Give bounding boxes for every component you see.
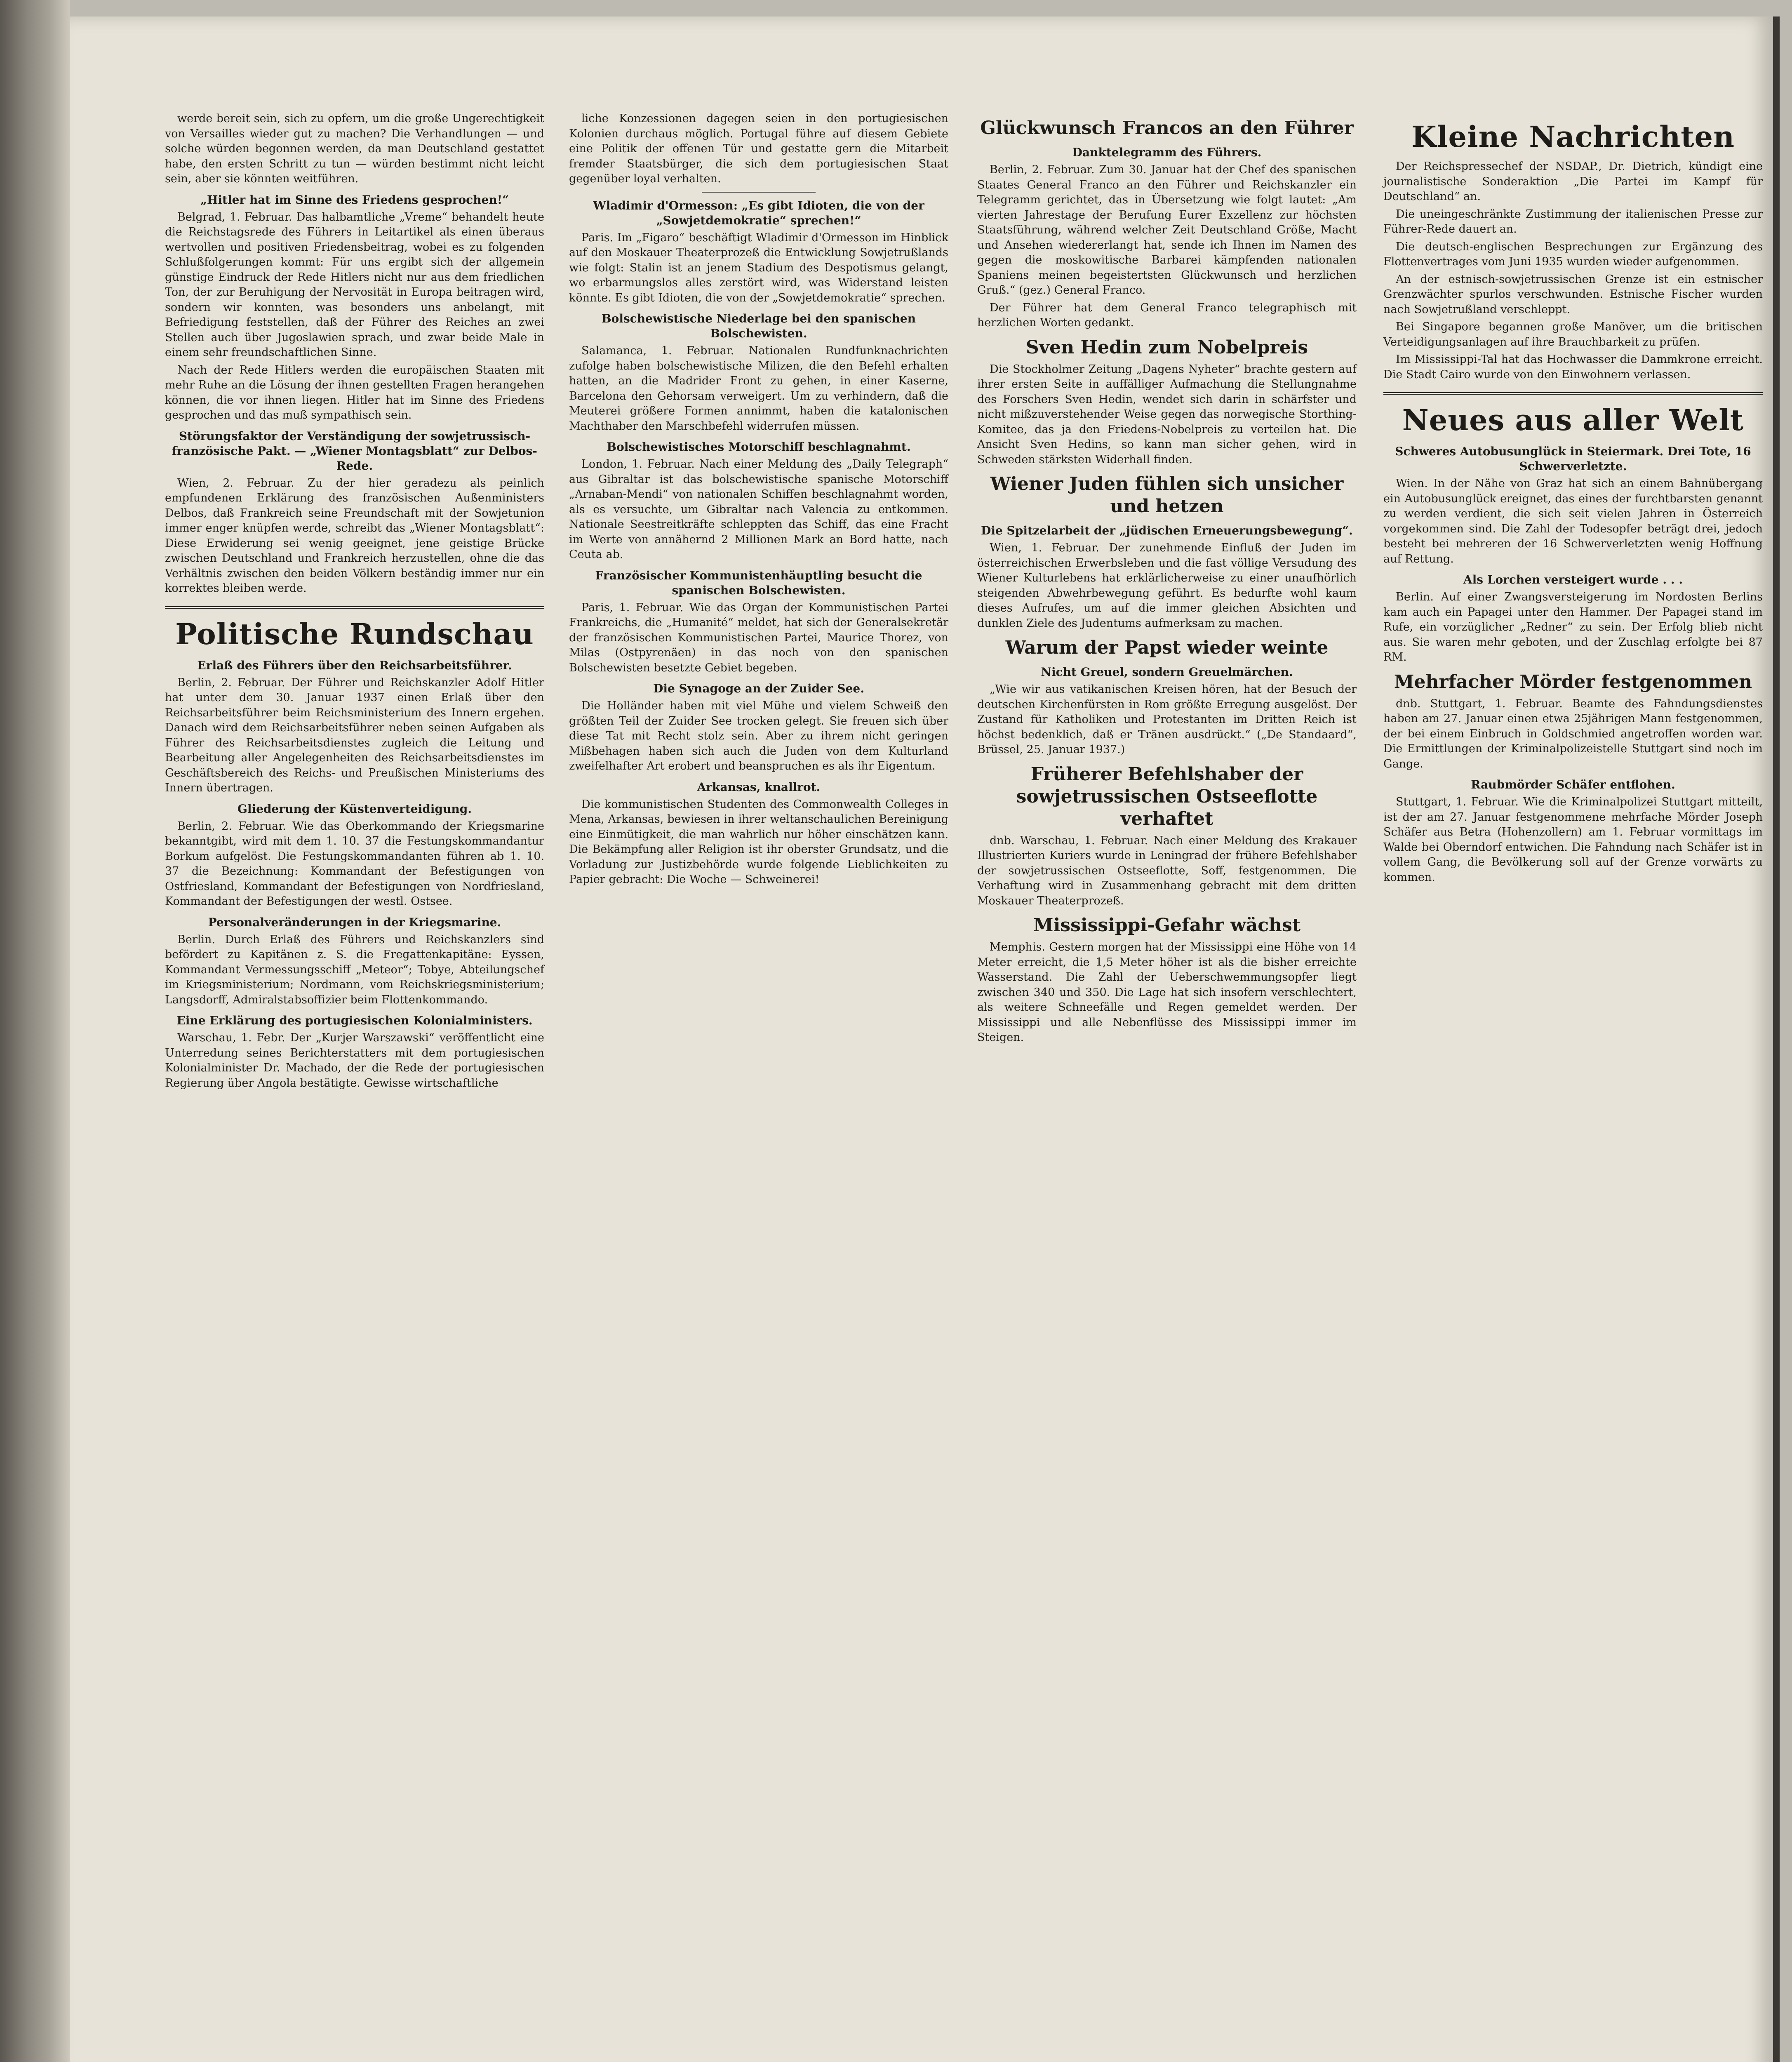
article-text: liche Konzessionen dagegen seien in den portugiesischen Kolonien durchaus möglich. Portugal führe auf diesem Gebiete eine Politik der offenen Tür und gestatte gern die Mitarbeit fremder Staatsbürger, die sich dem portugiesischen Staat gegenüber loyal verhalten.: [569, 112, 948, 185]
headline: Erlaß des Führers über den Reichsarbeitsführer.: [197, 658, 512, 672]
headline: Störungsfaktor der Verständigung der sowjetrussisch-französische Pakt. — „Wiener Montagsblatt“ zur Delbos-Rede.: [172, 429, 537, 473]
article-text: dnb. Stuttgart, 1. Februar. Beamte des Fahndungsdienstes haben am 27. Januar einen etwa 25jährigen Mann festgenommen, der bei einem Einbruch in Goldschmied angetroffen worden war. Die Ermittlungen der Kriminalpolizeistelle Stuttgart sind noch im Gange.: [1383, 697, 1763, 770]
article-text: Die Holländer haben mit viel Mühe und vielem Schweiß den größten Teil der Zuider See trocken gelegt. Sie freuen sich über diese Tat mit Recht stolz sein. Aber zu ihrem nicht geringen Mißbehagen haben sich auch die Juden von dem Kulturland zweifelhafter Art erobert und beanspruchen es als ihr Eigentum.: [569, 699, 948, 772]
section-divider: [1383, 392, 1763, 395]
divider: [702, 192, 816, 193]
article-text: Berlin. Auf einer Zwangsversteigerung im Nordosten Berlins kam auch ein Papagei unter den Hammer. Der Papagei stand im Rufe, ein vorzüglicher „Redner“ zu sein. Der Erfolg blieb nicht aus. Sie waren mehr geboten, und der Zuschlag erfolgte bei 87 RM.: [1383, 591, 1763, 664]
subheadline: Nicht Greuel, sondern Greuelmärchen.: [1041, 665, 1293, 679]
article-text: Belgrad, 1. Februar. Das halbamtliche „Vreme“ behandelt heute die Reichstagsrede des Führers in Leitartikel als einen überaus wertvollen und positiven Friedensbeitrag, wobei es zu folgenden Schlußfolgerungen kommt: Für uns ergibt sich der allgemein günstige Eindruck der Rede Hitlers nicht nur aus dem friedlichen Ton, der zur Beruhigung der Nervosität in Europa beitragen wird, sondern wir konnten, was besonders uns anbelangt, mit Befriedigung feststellen, daß der Führer des Reiches an zwei Stellen auch über Jugoslawien sprach, und zwar beide Male in einem sehr freundschaftlichen Sinne.: [165, 210, 544, 359]
headline: Warum der Papst wieder weinte: [1005, 637, 1329, 658]
headline: Eine Erklärung des portugiesischen Kolonialministers.: [176, 1014, 533, 1027]
headline: Personalveränderungen in der Kriegsmarine.: [208, 915, 501, 929]
article-text: Warschau, 1. Febr. Der „Kurjer Warszawski“ veröffentlicht eine Unterredung seines Berichterstatters mit dem portugiesischen Kolonialminister Dr. Machado, der die Rede der portugiesischen Regierung über Angola bestätigte. Gewisse wirtschaftliche: [165, 1031, 544, 1090]
article-text: Wien, 2. Februar. Zu der hier geradezu als peinlich empfundenen Erklärung des französischen Außenministers Delbos, daß Frankreich seine Freundschaft mit der Sowjetunion immer enger knüpfen werde, schreibt das „Wiener Montagsblatt“: Diese Erwiderung sei wenig geeignet, jene geistige Brücke zwischen Deutschland und Frankreich herzustellen, ohne die das Verhältnis zwischen den beiden Völkern beständig immer nur ein korrektes bleiben werde.: [165, 476, 544, 595]
headline: Früherer Befehlshaber der sowjetrussischen Ostseeflotte verhaftet: [1016, 763, 1318, 829]
headline: Arkansas, knallrot.: [697, 780, 821, 794]
article-text: Wien, 1. Februar. Der zunehmende Einfluß der Juden im österreichischen Erwerbsleben und die fast völlige Versudung des Wiener Kulturlebens hat erklärlicherweise zu einer unaufhörlich steigenden Abwehrbewegung geführt. Es bedurfte wohl kaum dieses Aufrufes, um auf die immer gleichen Absichten und dunklen Ziele des Judentums aufmerksam zu machen.: [977, 541, 1357, 630]
subheadline: Danktelegramm des Führers.: [1072, 146, 1262, 159]
headline: Mississippi-Gefahr wächst: [1033, 915, 1301, 936]
headline: Glückwunsch Francos an den Führer: [980, 118, 1354, 139]
article-text: Berlin, 2. Februar. Wie das Oberkommando der Kriegsmarine bekanntgibt, wird mit dem 1. 10. 37 die Festungskommandantur Borkum aufgelöst. Die Festungskommandanten führen ab 1. 10. 37 die Bezeichnung: Kommandant der Befestigungen von Ostfriesland, Kommandant der Befestigungen von Nordfriesland, Kommandant der Befestigungen der westl. Ostsee.: [165, 819, 544, 908]
headline: Wladimir d'Ormesson: „Es gibt Idioten, die von der „Sowjetdemokratie“ sprechen!“: [593, 198, 924, 227]
newspaper-page: [70, 16, 1773, 2062]
column-1: [165, 111, 544, 1093]
article-text: Memphis. Gestern morgen hat der Mississippi eine Höhe von 14 Meter erreicht, die 1,5 Meter höher ist als die bisher erreichte Wasserstand. Die Zahl der Ueberschwemmungsopfer liegt zwischen 340 und 350. Die Lage hat sich insofern verschlechtert, als weitere Schneefälle und Regen gemeldet werden. Der Mississippi und alle Nebenflüsse des Mississippi immer im Steigen.: [977, 941, 1357, 1044]
section-title: Kleine Nachrichten: [1411, 120, 1735, 154]
headline: Wiener Juden fühlen sich unsicher und hetzen: [990, 473, 1344, 517]
subheadline: Schweres Autobusunglück in Steiermark. Drei Tote, 16 Schwerverletzte.: [1395, 445, 1751, 473]
article-text: Nach der Rede Hitlers werden die europäischen Staaten mit mehr Ruhe an die Lösung der ihnen gestellten Fragen herangehen können, die vor ihnen liegen. Hitler hat im Sinne des Friedens gesprochen und das muß sympathisch sein.: [165, 363, 544, 421]
column-3: [977, 111, 1357, 1048]
article-text: Wien. In der Nähe von Graz hat sich an einem Bahnübergang ein Autobusunglück ereignet, das eines der furchtbarsten genannt zu werden verdient, die sich seit vielen Jahren in Österreich vorgekommen sind. Die Zahl der Todesopfer beträgt drei, jedoch besteht bei mehreren der 16 Schwerverletzten wenig Hoffnung auf Rettung.: [1383, 477, 1763, 565]
article-text: London, 1. Februar. Nach einer Meldung des „Daily Telegraph“ aus Gibraltar ist das bolschewistische spanische Motorschiff „Arnaban-Mendi“ von nationalen Schiffen beschlagnahmt worden, als es versuchte, um Gibraltar nach Valencia zu entkommen. Nationale Seestreitkräfte schleppten das Schiff, das eine Fracht im Werte von annähernd 2 Millionen Mark an Bord hatte, nach Ceuta ab.: [569, 458, 948, 561]
headline: Sven Hedin zum Nobelpreis: [1025, 337, 1308, 358]
section-title: Neues aus aller Welt: [1402, 403, 1744, 437]
subheadline: Die Spitzelarbeit der „jüdischen Erneuerungsbewegung“.: [981, 524, 1353, 537]
article-text: Berlin, 2. Februar. Der Führer und Reichskanzler Adolf Hitler hat unter dem 30. Januar 1937 einen Erlaß über den Reichsarbeitsführer beim Reichsministerium des Innern ergehen. Danach wird dem Reichsarbeitsführer neben seinen Aufgaben als Führer des Reichsarbeitsdienstes zugleich die Leitung und Bearbeitung aller Angelegenheiten des Reichsarbeitsdienstes im Geschäftsbereich des Reichs- und Preußischen Ministeriums des Innern übertragen.: [165, 676, 544, 794]
article-text: dnb. Warschau, 1. Februar. Nach einer Meldung des Krakauer Illustrierten Kuriers wurde in Leningrad der frühere Befehlshaber der sowjetrussischen Ostseeflotte, Soff, festgenommen. Die Verhaftung wird in Zusammenhang gebracht mit dem dritten Moskauer Theaterprozeß.: [977, 834, 1357, 907]
article-text: An der estnisch-sowjetrussischen Grenze ist ein estnischer Grenzwächter spurlos verschwunden. Estnische Fischer wurden nach Sowjetrußland verschleppt.: [1383, 273, 1763, 316]
headline: Französischer Kommunistenhäuptling besucht die spanischen Bolschewisten.: [595, 568, 922, 597]
article-text: Die Stockholmer Zeitung „Dagens Nyheter“ brachte gestern auf ihrer ersten Seite in auffälliger Aufmachung die Stellungnahme des Forschers Sven Hedin, wendet sich darin in schärfster und nicht mißzuverstehender Weise gegen das norwegische Storthing-Komitee, das ja den Friedens-Nobelpreis zu verteilen hat. Die Ansicht Sven Hedins, so kann man sicher gehen, wird in Schweden stärksten Widerhall finden.: [977, 362, 1357, 466]
headline: Raubmörder Schäfer entflohen.: [1471, 778, 1675, 791]
article-text: Berlin, 2. Februar. Zum 30. Januar hat der Chef des spanischen Staates General Franco an den Führer und Reichskanzler ein Telegramm gerichtet, das in Übersetzung wie folgt lautet: „Am vierten Jahrestage der Berufung Eurer Exzellenz zur höchsten Staatsführung, während welcher Zeit Deutschland Größe, Macht und Ansehen wiedererlangt hat, sende ich Ihnen im Namen des gegen die moskowitische Barbarei kämpfenden nationalen Spaniens meinen begeistertsten Glückwunsch und herzlichen Gruß.“ (gez.) General Franco.: [977, 163, 1357, 297]
article-text: Die deutsch-englischen Besprechungen zur Ergänzung des Flottenvertrages vom Juni 1935 wurden wieder aufgenommen.: [1383, 240, 1763, 268]
article-text: Paris. Im „Figaro“ beschäftigt Wladimir d'Ormesson im Hinblick auf den Moskauer Theaterprozeß die Entwicklung Sowjetrußlands wie folgt: Stalin ist an jenem Stadium des Despotismus gelangt, wo erbarmungslos alles zerstört wird, was Widerstand leisten könnte. Es gibt Idioten, die von der „Sowjetdemokratie“ sprechen.: [569, 231, 948, 304]
section-divider: [165, 606, 544, 609]
headline: Die Synagoge an der Zuider See.: [653, 682, 864, 695]
article-text: Die kommunistischen Studenten des Commonwealth Colleges in Mena, Arkansas, bewiesen in ihrer weltanschaulichen Bereinigung eine Einmütigkeit, die man wahrlich nur höher einschätzen kann. Die Bekämpfung aller Religion ist ihr oberster Grundsatz, und die Vorladung zur Justizbehörde wurde folgende Lieblichkeiten zu Papier gebracht: Die Woche — Schweinerei!: [569, 798, 948, 886]
article-text: „Wie wir aus vatikanischen Kreisen hören, hat der Besuch der deutschen Kirchenfürsten in Rom größte Erregung ausgelöst. Der Zustand für Katholiken und Protestanten im Dritten Reich ist höchst bedenklich, daß er Tränen ausdrückt.“ („De Standaard“, Brüssel, 25. Januar 1937.): [977, 683, 1357, 756]
headline: Bolschewistisches Motorschiff beschlagnahmt.: [607, 440, 911, 454]
column-4: [1383, 111, 1763, 887]
headline: Als Lorchen versteigert wurde . . .: [1463, 573, 1683, 586]
article-text: Der Reichspressechef der NSDAP., Dr. Dietrich, kündigt eine journalistische Sonderaktion „Die Partei im Kampf für Deutschland“ an.: [1383, 160, 1763, 203]
article-text: Im Mississippi-Tal hat das Hochwasser die Dammkrone erreicht. Die Stadt Cairo wurde von den Einwohnern verlassen.: [1383, 353, 1763, 381]
headline: Bolschewistische Niederlage bei den spanischen Bolschewisten.: [602, 312, 916, 340]
headline: Mehrfacher Mörder festgenommen: [1394, 671, 1752, 692]
article-text: Paris, 1. Februar. Wie das Organ der Kommunistischen Partei Frankreichs, die „Humanité“ meldet, hat sich der Generalsekretär der französischen Kommunistischen Partei, Maurice Thorez, von Milas (Ostpyrenäen) in das noch von den spanischen Bolschewisten besetzte Gebiet begeben.: [569, 601, 948, 674]
article-text: werde bereit sein, sich zu opfern, um die große Ungerechtigkeit von Versailles wieder gut zu machen? Die Verhandlungen — und solche würden begonnen werden, da man Deutschland gestattet habe, den ersten Schritt zu tun — würden bestimmt nicht leicht sein, aber sie könnten weitführen.: [165, 112, 544, 185]
book-binding-edge: [0, 0, 70, 2062]
article-text: Bei Singapore begannen große Manöver, um die britischen Verteidigungsanlagen auf ihre Brauchbarkeit zu prüfen.: [1383, 320, 1763, 348]
article-text: Stuttgart, 1. Februar. Wie die Kriminalpolizei Stuttgart mitteilt, ist der am 27. Januar festgenommene mehrfache Mörder Joseph Schäfer aus Betra (Hohenzollern) am 1. Februar vormittags im Walde bei Oberndorf entwichen. Die Fahndung nach Schäfer ist in vollem Gang, die Bevölkerung soll auf der Grenze vorwärts zu kommen.: [1383, 796, 1763, 884]
page-edge-shadow: [1773, 16, 1780, 2062]
article-text: Der Führer hat dem General Franco telegraphisch mit herzlichen Worten gedankt.: [977, 301, 1357, 329]
article-text: Berlin. Durch Erlaß des Führers und Reichskanzlers sind befördert zu Kapitänen z. S. die Fregattenkapitäne: Eyssen, Kommandant Vermessungsschiff „Meteor“; Tobye, Abteilungschef im Kriegsministerium; Nordmann, vom Reichskriegsministerium; Langsdorff, Admiralstabsoffizier beim Flottenkommando.: [165, 933, 544, 1006]
column-2: [569, 111, 948, 890]
headline: Gliederung der Küstenverteidigung.: [237, 802, 472, 816]
headline: „Hitler hat im Sinne des Friedens gesprochen!“: [200, 193, 509, 207]
article-text: Die uneingeschränkte Zustimmung der italienischen Presse zur Führer-Rede dauert an.: [1383, 207, 1763, 235]
article-text: Salamanca, 1. Februar. Nationalen Rundfunknachrichten zufolge haben bolschewistische Milizen, die den Befehl erhalten hatten, an die Madrider Front zu gehen, in einer Kaserne, Barcelona den Gehorsam verweigert. Um zu verhindern, daß die Meuterei größere Formen annimmt, haben die katalonischen Machthaber den Marschbefehl widerrufen müssen.: [569, 344, 948, 433]
section-title: Politische Rundschau: [175, 617, 534, 651]
